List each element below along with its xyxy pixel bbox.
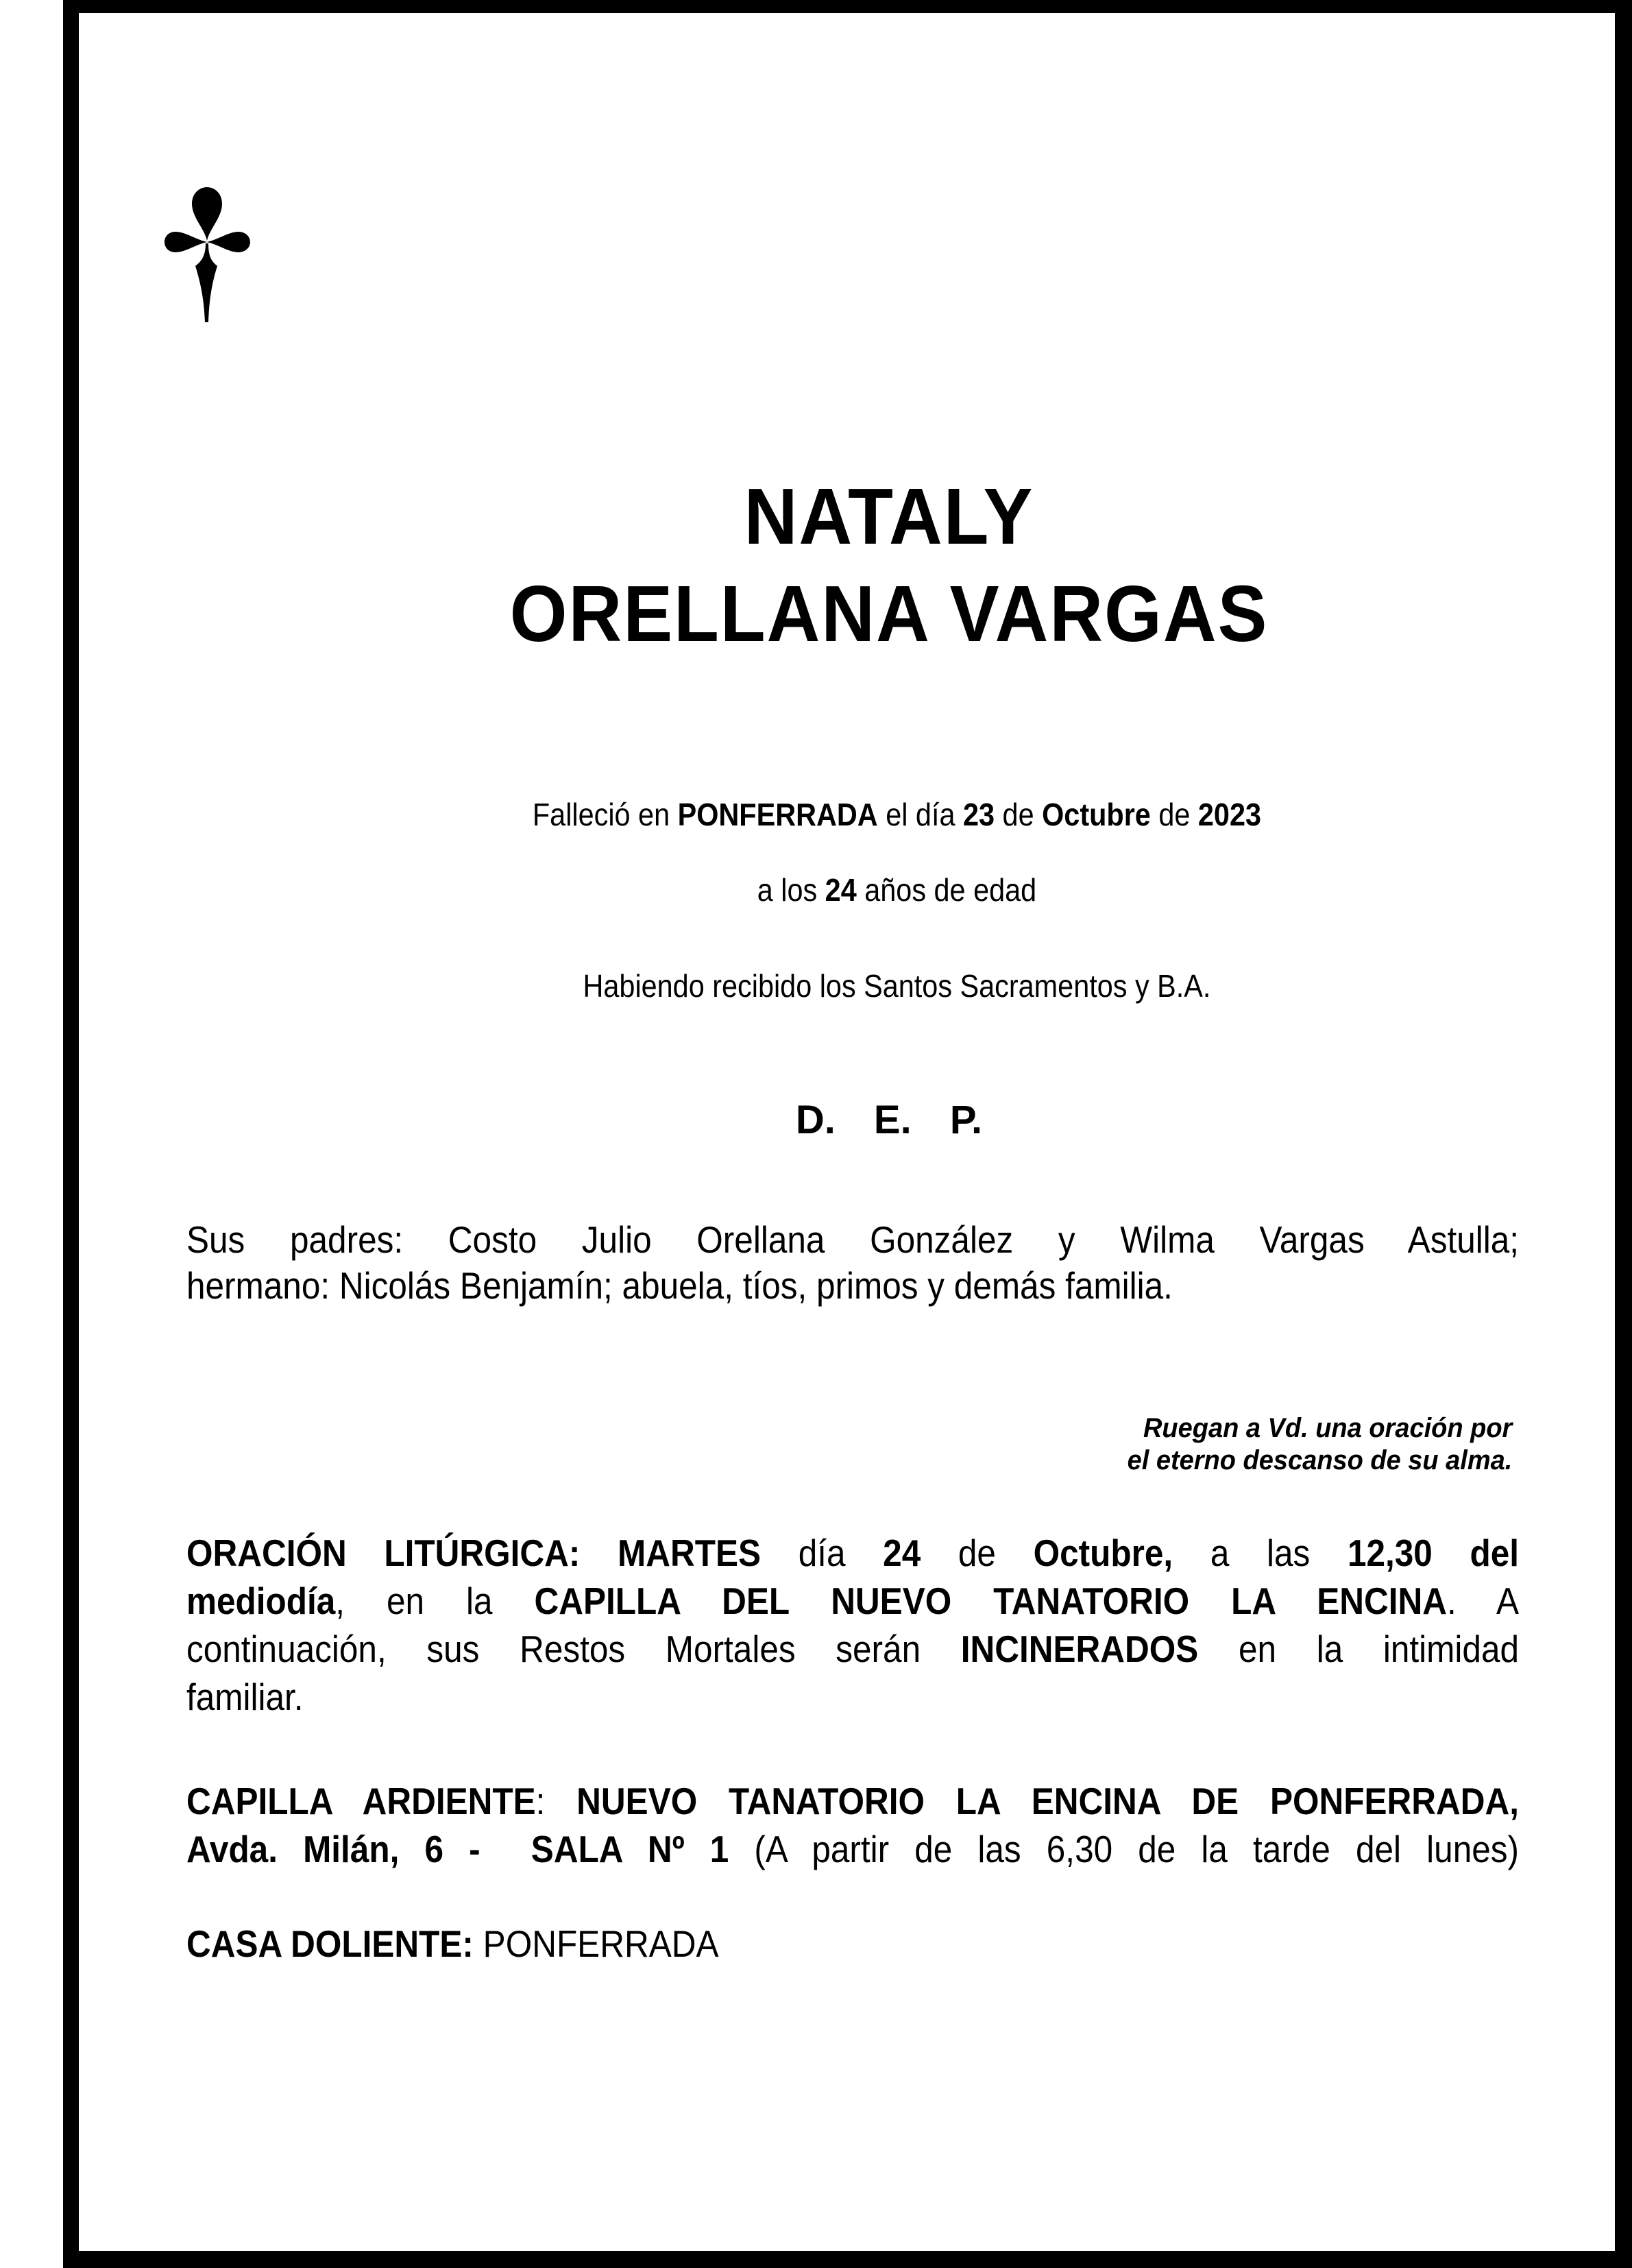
- oracion-text: , en la: [335, 1580, 535, 1622]
- oracion-time-suffix: mediodía: [186, 1580, 336, 1622]
- death-info-line: [165, 795, 1630, 834]
- age-suffix: años de edad: [856, 872, 1037, 908]
- oracion-time-del: del: [1470, 1532, 1519, 1574]
- frame-border-bottom: [63, 2251, 1632, 2268]
- death-text: de: [995, 797, 1043, 832]
- prayer-request: [1127, 1412, 1512, 1477]
- dep-heading: D. E. P.: [795, 1098, 983, 1142]
- oracion-time: 12,30: [1347, 1532, 1433, 1574]
- capilla-line: [186, 1825, 1519, 1873]
- capilla-label: CAPILLA ARDIENTE: [186, 1780, 536, 1822]
- oracion-text: de: [921, 1532, 1034, 1574]
- oracion-line: familiar.: [186, 1676, 304, 1718]
- death-text: de: [1150, 797, 1198, 832]
- age-line: [165, 871, 1630, 909]
- funeral-chapel-section: [186, 1777, 1519, 1873]
- liturgical-prayer-section: [186, 1529, 1519, 1721]
- mourning-house-section: [186, 1920, 1519, 1968]
- capilla-note: (A partir de las 6,30 de la tarde del lunes): [754, 1828, 1519, 1870]
- family-line: hermano: Nicolás Benjamín; abuela, tíos, primos y demás familia.: [186, 1264, 1173, 1307]
- death-month: Octubre: [1042, 797, 1151, 832]
- death-day: 23: [962, 797, 995, 832]
- sacraments-line: Habiendo recibido los Santos Sacramentos y B.A.: [583, 968, 1211, 1004]
- death-text: Falleció en: [532, 797, 678, 832]
- oracion-text: día: [761, 1532, 884, 1574]
- casa-label: CASA DOLIENTE:: [186, 1922, 474, 1965]
- capilla-line: [186, 1777, 1519, 1825]
- oracion-label: ORACIÓN LITÚRGICA:: [186, 1532, 581, 1574]
- death-place: PONFERRADA: [677, 797, 878, 832]
- oracion-text: continuación, sus Restos Mortales serán: [186, 1628, 961, 1670]
- oracion-day: 24: [883, 1532, 921, 1574]
- deceased-surnames: ORELLANA VARGAS: [509, 569, 1269, 658]
- oracion-action: INCINERADOS: [960, 1628, 1199, 1670]
- oracion-text: en la intimidad: [1198, 1628, 1520, 1670]
- cross-icon: [165, 175, 250, 322]
- prayer-request-line: el eterno descanso de su alma.: [1127, 1445, 1512, 1475]
- oracion-line: [186, 1625, 1519, 1673]
- capilla-colon: :: [535, 1780, 546, 1822]
- oracion-place: CAPILLA DEL NUEVO TANATORIO LA ENCINA: [534, 1580, 1447, 1622]
- family-paragraph: [186, 1217, 1519, 1309]
- oracion-line: [186, 1529, 1519, 1577]
- death-year: 2023: [1197, 797, 1262, 832]
- age-prefix: a los: [757, 872, 825, 908]
- frame-border-top: [63, 0, 1632, 13]
- oracion-line: [186, 1577, 1519, 1625]
- age-value: 24: [825, 872, 857, 908]
- oracion-weekday: MARTES: [618, 1532, 762, 1574]
- capilla-address: Avda. Milán, 6 - SALA Nº 1: [186, 1828, 729, 1870]
- capilla-place: NUEVO TANATORIO LA ENCINA DE PONFERRADA,: [576, 1780, 1520, 1822]
- prayer-request-line: Ruegan a Vd. una oración por: [1143, 1413, 1512, 1443]
- deceased-first-name: NATALY: [744, 472, 1034, 561]
- oracion-month: Octubre,: [1033, 1532, 1173, 1574]
- oracion-text: a las: [1173, 1532, 1348, 1574]
- death-text: el día: [877, 797, 963, 832]
- casa-line: [186, 1920, 1519, 1968]
- oracion-text: . A: [1446, 1580, 1519, 1622]
- casa-value: PONFERRADA: [483, 1922, 719, 1965]
- family-line: Sus padres: Costo Julio Orellana González y Wilma Vargas Astulla;: [186, 1218, 1519, 1261]
